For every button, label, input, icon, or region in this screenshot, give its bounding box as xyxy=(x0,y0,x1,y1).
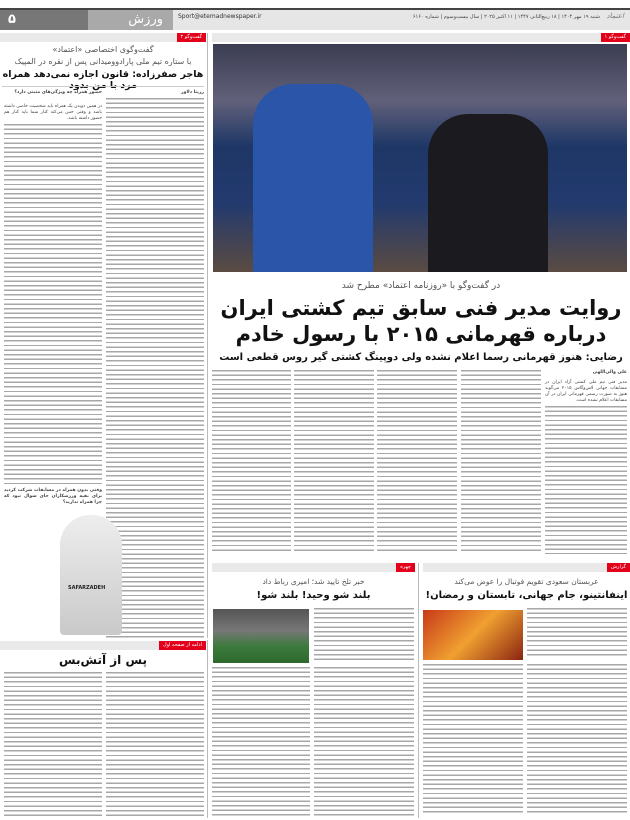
sidebar-headline: هاجر صفرزاده: قانون اجازه نمی‌دهد همراه xyxy=(2,69,204,80)
main-col-5 xyxy=(212,370,291,554)
main-col-4 xyxy=(294,370,374,554)
dateline: شنبه ۱۹ مهر ۱۴۰۴ | ۱۸ ربیع‌الثانی ۱۴۴۷ | ۱۱ اکتبر ۲۰۲۵ | سال بیست‌وسوم | شماره ۶۱۶۰ xyxy=(412,14,600,20)
report-headline: اینفانتینو، جام جهانی، تابستان و رمضان! xyxy=(425,590,628,601)
report-col-1 xyxy=(527,664,627,816)
profile-headline: بلند شو وحید! بلند شو! xyxy=(256,590,371,601)
profile-col-1 xyxy=(314,667,414,816)
report-tag-bar xyxy=(423,563,630,572)
profile-tag-bar xyxy=(212,563,415,572)
sidebar-question: حضور همراه چه ویژگی‌های مثبتی دارد؟ xyxy=(14,90,102,95)
profile-intro-text xyxy=(314,608,414,663)
report-intro-text xyxy=(527,608,627,658)
sidebar-tag-bar xyxy=(0,33,206,42)
column-rule xyxy=(418,563,419,818)
divider xyxy=(2,86,204,87)
photo-caption: SAFARZADEH xyxy=(68,585,106,591)
continued-tag-bar xyxy=(0,641,206,650)
main-col-2 xyxy=(461,370,541,554)
sidebar-kicker-2: با ستاره تیم ملی پارادوومیدانی پس از نقره در المپیک xyxy=(14,57,192,66)
column-rule xyxy=(207,33,208,638)
main-snippet: مدیر فنی تیم ملی کشتی آزاد ایران در مسابقات جهانی لاس‌وگاس ۲۰۱۵ می‌گوید هنوز به صورت رسمی قهرمانی ایران در آن مسابقات اعلام نشده است. xyxy=(545,380,627,403)
page-number: ۵ xyxy=(0,10,88,30)
profile-kicker: خبر تلخ تایید شد؛ امیری رباط داد xyxy=(262,577,365,586)
main-kicker: در گفت‌وگو با «روزنامه اعتماد» مطرح شد xyxy=(341,281,501,291)
athlete-photo xyxy=(60,515,122,635)
report-tag: گزارش xyxy=(607,563,630,572)
main-col-1 xyxy=(545,406,627,554)
main-tag: گفت‌و‌گو ۱ xyxy=(601,33,630,42)
continued-col-2 xyxy=(4,672,102,816)
main-tag-bar xyxy=(212,33,630,42)
main-headline-2: درباره قهرمانی ۲۰۱۵ با رسول خادم xyxy=(235,322,607,346)
column-rule xyxy=(207,640,208,818)
profile-tag: چهره xyxy=(396,563,415,572)
main-headline-1: روایت مدیر فنی سابق تیم کشتی ایران xyxy=(220,296,622,320)
sidebar-snippet: در همین دویدن یک همراه باید شخصیت خاصی داشته باشد و وقتی حس می‌کند کنار شما باید کنار هم حضور داشته باشد. xyxy=(4,104,102,121)
continued-headline: پس از آتش‌بس xyxy=(59,653,147,667)
profile-col-2 xyxy=(212,667,310,816)
football-photo xyxy=(213,609,309,663)
sidebar-tag: گفت‌و‌گو ۲ xyxy=(177,33,206,42)
infantino-photo xyxy=(423,610,523,660)
main-col-3 xyxy=(377,370,457,554)
continued-tag: ادامه از صفحه اول xyxy=(159,641,206,650)
email: Sport@etemadnewspaper.ir xyxy=(178,13,262,20)
sidebar-question-2: وقتی بدون همراه در مسابقات شرکت کردید برای بقیه ورزشکاران جای سوال نبود که چرا همراه ندارید؟ xyxy=(4,488,102,505)
main-author: علی والی‌اللهی xyxy=(592,370,627,375)
sidebar-author: رزیتا دلاور xyxy=(180,90,204,95)
continued-col-1 xyxy=(106,672,204,816)
report-kicker: عربستان سعودی تقویم فوتبال را عوض می‌کند xyxy=(454,577,599,586)
wrestling-coaches-photo xyxy=(213,44,627,272)
section-title: ورزش xyxy=(88,10,173,30)
logo: اعتماد xyxy=(606,12,624,20)
sidebar-kicker-1: گفت‌وگوی اختصاصی «اعتماد» xyxy=(52,45,154,54)
sidebar-column-left-text xyxy=(4,124,102,484)
report-col-2 xyxy=(423,664,523,816)
main-subhead: رضایی: هنوز قهرمانی رسما اعلام نشده ولی دوپینگ کشتی گیر روس قطعی است xyxy=(219,352,623,363)
